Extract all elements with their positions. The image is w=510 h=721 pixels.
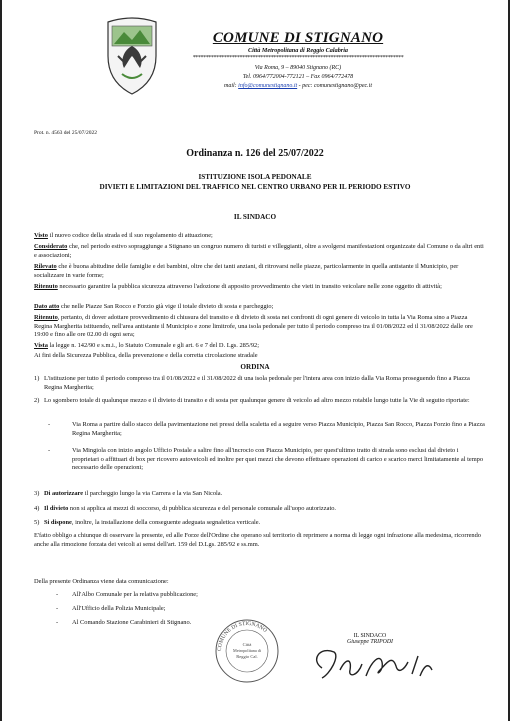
- distribution-text: Al Comando Stazione Carabinieri di Stignano.: [72, 619, 192, 626]
- distribution-item: [56, 619, 191, 626]
- protocol-number: Prot. n. 4563 del 25/07/2022: [34, 130, 97, 136]
- premise-text: il nuovo codice della strada ed il suo regolamento di attuazione;: [47, 232, 213, 239]
- order-bold: Il divieto: [44, 505, 69, 512]
- email-link[interactable]: info@comunestignano.it: [238, 83, 298, 89]
- distribution-text: All'Ufficio della Polizia Municipale;: [72, 605, 166, 612]
- premise-lead: Rilevato: [34, 263, 57, 270]
- ordina-heading: ORDINA: [240, 363, 270, 371]
- order-bold: Si dispone: [44, 519, 72, 526]
- stamp-ring-text: COMUNE DI STIGNANO: [216, 620, 268, 652]
- signer-role: IL SINDACO: [353, 633, 387, 639]
- premise-lead: Ritenuto: [34, 314, 58, 321]
- signer-name: Giuseppe TRIPODI: [347, 639, 393, 645]
- comune-title: COMUNE DI STIGNANO: [212, 30, 384, 46]
- communication-intro: Della presente Ordinanza viene data comunicazione:: [34, 578, 169, 585]
- order-number: 1): [34, 375, 40, 382]
- order-item: [34, 519, 486, 528]
- bullet-dash: -: [56, 591, 59, 598]
- premise-lead: Visto: [34, 232, 48, 239]
- order-number: 5): [34, 519, 40, 526]
- handwritten-signature-icon: [300, 640, 440, 686]
- ordinance-title: Ordinanza n. 126 del 25/07/2022: [186, 148, 324, 159]
- premise-visto: [34, 232, 486, 241]
- premise-dato-atto: [34, 303, 486, 312]
- premise-ritenuto: [34, 283, 486, 292]
- official-stamp-icon: [214, 618, 280, 684]
- bullet-dash: -: [48, 447, 51, 454]
- bullet-dash: -: [56, 619, 59, 626]
- order-number: 3): [34, 490, 40, 497]
- order-item: [34, 505, 486, 514]
- premise-lead: Dato atto: [34, 303, 60, 310]
- premise-text: che nelle Piazze San Rocco e Forzio già vige il totale divieto di sosta e parcheggio;: [59, 303, 274, 310]
- premise-vista: [34, 342, 486, 351]
- premise-text: necessario garantire la pubblica sicurezza attraverso l'adozione di apposito provvedimento che vieti in transito veicolare nelle zone oggetto di attività;: [57, 283, 442, 290]
- header-contacts: [178, 64, 418, 91]
- stamp-line-2: Metropolitana di: [232, 648, 262, 653]
- premise-text: , pertanto, di dover adottare provvedimento di chiusura del transito e di divieto di sosta nei confronti di ogni genere di veicolo in tutta la Via Roma sino a Piazza Regina Margherita istituendo, nell'area antistante il Municipio e zone limitrofe, una isola pedonale per tutto il periodo compreso tra il 01/08/2022 ed il 31/08/2022 dalle ore 19:00 e fino alle ore 02.00 di ogni sera;: [34, 314, 473, 339]
- address-line: Via Roma, 9 – 89040 Stignano (RC): [254, 65, 342, 71]
- email-line: [178, 82, 418, 91]
- subject-line-1: ISTITUZIONE ISOLA PEDONALE: [198, 173, 312, 181]
- premise-ritenuto-pertanto: [34, 314, 486, 340]
- header-separator: *********************************************************************************: [192, 55, 404, 61]
- distribution-item: [56, 591, 198, 598]
- bullet-dash: -: [56, 605, 59, 612]
- premise-text: che, nel periodo estivo sopraggiunge a Stignano un congruo numero di turisti e villeggianti, oltre a svolgersi manifestazioni organizzate dal Comune o da altri enti e associazioni;: [34, 243, 484, 259]
- premise-rilevato: [34, 263, 486, 280]
- order-item: [34, 375, 486, 392]
- order-bold: Di autorizzare: [44, 490, 84, 497]
- street-text: Via Roma a partire dallo stacco della pavimentazione nei pressi della scaletta ed a seguire verso Piazza Municipio, Piazza San Rocco, Piazza Forzio fino a Piazza Regina Margherita;: [72, 421, 485, 437]
- street-item: [48, 421, 486, 438]
- stamp-line-1: Città: [242, 642, 252, 647]
- obligation-paragraph: E'fatto obbligo a chiunque di osservare la presente, ed alle Forze dell'Ordine che operano sul territorio di reprimere a norma di legge ogni infrazione alla medesima, ricorrendo anche alla rimozione forzata dei veicoli ai sensi dell'art. 159 del D.Lgs. 285/92 e ss.mm.: [34, 532, 481, 548]
- distribution-item: [56, 605, 166, 612]
- premise-lead: Ritenuto: [34, 283, 58, 290]
- order-text: Lo sgombero totale di qualunque mezzo e il divieto di transito e di sosta per qualunque genere di veicolo ad altro mezzo rotabile lungo tutte la Vie di seguito riportate:: [44, 397, 470, 404]
- premise-ai-fini: [34, 352, 486, 361]
- phone-line: Tel. 0964/772004-772121 – Fax 0964/772478: [242, 74, 354, 80]
- municipal-crest-icon: [100, 16, 164, 96]
- premise-lead: Vista: [34, 342, 48, 349]
- street-item: [48, 447, 486, 473]
- il-sindaco-heading: IL SINDACO: [233, 213, 277, 221]
- ordinance-subject: [40, 172, 470, 192]
- mail-label: mail:: [223, 83, 237, 89]
- premise-lead: Considerato: [34, 243, 68, 250]
- distribution-text: All'Albo Comunale per la relativa pubblicazione;: [72, 591, 198, 598]
- bullet-dash: -: [48, 421, 51, 428]
- order-text: il parcheggio lungo la via Carrera e la via San Nicola.: [83, 490, 223, 497]
- order-text: , inoltre, la installazione della conseguente adeguata segnaletica verticale.: [71, 519, 261, 526]
- comune-subtitle: Città Metropolitana di Reggio Calabria: [247, 47, 349, 54]
- order-text: non si applica ai mezzi di soccorso, di pubblica sicurezza e del personale comunale all'uopo autorizzato.: [68, 505, 337, 512]
- premise-text: la legge n. 142/90 e s.m.i., lo Statuto Comunale e gli art. 6 e 7 del D. Lgs. 285/92;: [47, 342, 260, 349]
- order-text: L'istituzione per tutto il periodo compreso tra il 01/08/2022 e il 31/08/2022 di una isola pedonale per l'intera area con inizio dalla Via Roma proseguendo fino a Piazza Regina Margherita;: [44, 375, 470, 391]
- order-number: 2): [34, 397, 40, 404]
- order-number: 4): [34, 505, 40, 512]
- order-item: [34, 397, 486, 406]
- subject-line-2: DIVIETI E LIMITAZIONI DEL TRAFFICO NEL CENTRO URBANO PER IL PERIODO ESTIVO: [99, 183, 411, 191]
- order-item: [34, 490, 486, 499]
- pec-text: - pec: comunestignano@pec.it: [298, 83, 373, 89]
- premise-text: Ai fini della Sicurezza Pubblica, della prevenzione e della corretta circolazione stradale: [34, 352, 258, 359]
- premise-text: che è buona abitudine delle famiglie e dei bambini, oltre che dei tanti anziani, di ritrovarsi nelle piazze, particolarmente in quella antistante il Municipio, per socializzare in varie forme;: [34, 263, 459, 279]
- street-text: Via Mingiola con inizio angolo Ufficio Postale a salire fino all'incrocio con Piazza Municipio, per quest'ultimo tratto di strada sono esclusi dal divieto i proprietari o affittuari di box per ricovero autoveicoli ed inoltre per quei mezzi che devono effettuare operazioni di carico e scarico merci limitatamente al tempo necessario delle operazioni;: [72, 447, 484, 472]
- stamp-line-3: Reggio Cal.: [236, 654, 258, 659]
- premise-considerato: [34, 243, 486, 260]
